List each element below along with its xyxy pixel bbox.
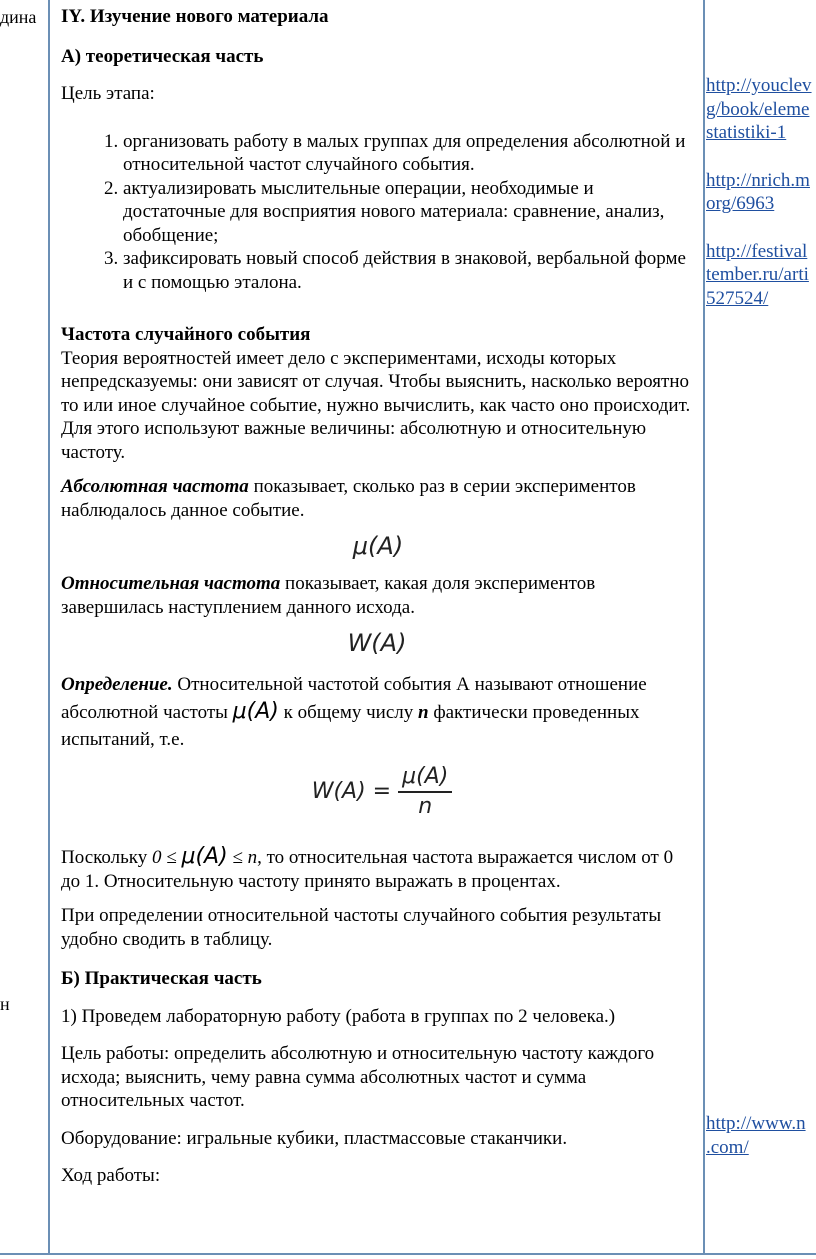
right-column-border — [703, 0, 705, 1254]
section-heading: IY. Изучение нового материала — [61, 6, 329, 27]
link-line[interactable]: tember.ru/arti — [706, 264, 809, 285]
practice-heading: Б) Практическая часть — [61, 968, 262, 989]
link-line[interactable]: http://www.n — [706, 1113, 806, 1134]
main-formula-denominator: n — [418, 793, 433, 819]
definition-text-2: к общему числу — [278, 702, 418, 723]
table-paragraph: При определении относительной частоты случайного события результаты удобно сводить в таблицу. — [61, 905, 662, 950]
link-line[interactable]: g/book/eleme — [706, 98, 810, 120]
definition-inline-formula: μ(A) — [232, 699, 279, 724]
link-line[interactable]: http://festival — [706, 240, 808, 262]
link-line[interactable]: http://youclev — [706, 75, 812, 96]
left-column-fragment-top: дина — [0, 7, 37, 27]
link-group-youclever[interactable] — [706, 74, 816, 145]
equipment-paragraph: Оборудование: игральные кубики, пластмассовые стаканчики. — [61, 1127, 568, 1149]
row-bottom-border — [0, 1253, 816, 1255]
absolute-frequency-paragraph — [61, 475, 693, 522]
relative-frequency-text: показывает, какая доля экспериментов завершилась наступлением данного исхода. — [61, 573, 596, 618]
link-line[interactable]: .com/ — [706, 1136, 749, 1158]
theory-heading: А) теоретическая часть — [61, 45, 264, 67]
since-le-n: ≤ n — [227, 847, 258, 868]
relative-frequency-formula: W(A) — [347, 629, 407, 657]
definition-text-3: фактически проведенных испытаний, т.е. — [61, 702, 640, 750]
definition-n: n — [417, 702, 429, 723]
left-column-border — [48, 0, 50, 1254]
absolute-frequency-term: Абсолютная частота — [61, 476, 249, 497]
link-group-festival[interactable] — [706, 240, 816, 311]
link-group-nrich[interactable] — [706, 169, 816, 216]
main-content-cell — [61, 5, 693, 1188]
definition-paragraph — [61, 671, 693, 753]
definition-term: Определение. — [61, 674, 173, 695]
main-formula-numerator: μ(A) — [398, 765, 452, 793]
link-line[interactable]: org/6963 — [706, 193, 775, 214]
link-line[interactable]: http://nrich.m — [706, 169, 810, 191]
goal-label: Цель этапа: — [61, 83, 155, 104]
goal-item: 2. актуализировать мыслительные операции, необходимые и достаточные для восприятия нового материала: сравнение, анализ, обобщение; — [123, 177, 693, 248]
since-zero: 0 ≤ — [152, 847, 182, 868]
absolute-frequency-text: показывает, сколько раз в серии экспериментов наблюдалось данное событие. — [61, 476, 636, 521]
definition-text-1: Относительной частотой события А называют отношение абсолютной частоты — [61, 674, 647, 723]
since-text-1: Поскольку — [61, 847, 153, 868]
main-formula-left: W(A) = — [311, 778, 392, 804]
main-formula — [61, 765, 693, 829]
left-column-fragment-mid: н — [0, 994, 10, 1014]
since-paragraph — [61, 845, 693, 893]
goals-list — [61, 130, 693, 295]
goal-item: 1. организовать работу в малых группах для определения абсолютной и относительной частот случайного события. — [123, 130, 693, 177]
links-column — [706, 74, 816, 334]
frequency-heading: Частота случайного события — [61, 324, 311, 345]
goal-item: 3. зафиксировать новый способ действия в знаковой, вербальной форме и с помощью эталона. — [123, 247, 693, 294]
link-line[interactable]: statistiki-1 — [706, 122, 787, 143]
since-text-2: , то относительная частота выражается числом от 0 до 1. Относительную частоту принято выражать в процентах. — [61, 847, 674, 892]
work-goal-paragraph: Цель работы: определить абсолютную и относительную частоту каждого исхода; выяснить, чему равна сумма абсолютных частот и сумма относительных частот. — [61, 1043, 655, 1111]
frequency-text: Теория вероятностей имеет дело с экспериментами, исходы которых непредсказуемы: они зависят от случая. Чтобы выяснить, насколько вероятно то или иное случайное событие, нужно вычислить, как часто оно происходит. Для этого используют важные величины: абсолютную и относительную частоту. — [61, 347, 691, 463]
relative-frequency-paragraph — [61, 572, 693, 619]
lab-paragraph: 1) Проведем лабораторную работу (работа в группах по 2 человека.) — [61, 1005, 616, 1027]
since-formula: μ(A) — [181, 844, 228, 869]
main-formula-fraction — [398, 765, 452, 818]
absolute-frequency-formula: μ(A) — [352, 532, 404, 560]
link-line[interactable]: 527524/ — [706, 287, 769, 309]
link-group-www[interactable] — [706, 1112, 816, 1159]
relative-frequency-term: Относительная частота — [61, 573, 281, 594]
progress-paragraph: Ход работы: — [61, 1165, 161, 1186]
